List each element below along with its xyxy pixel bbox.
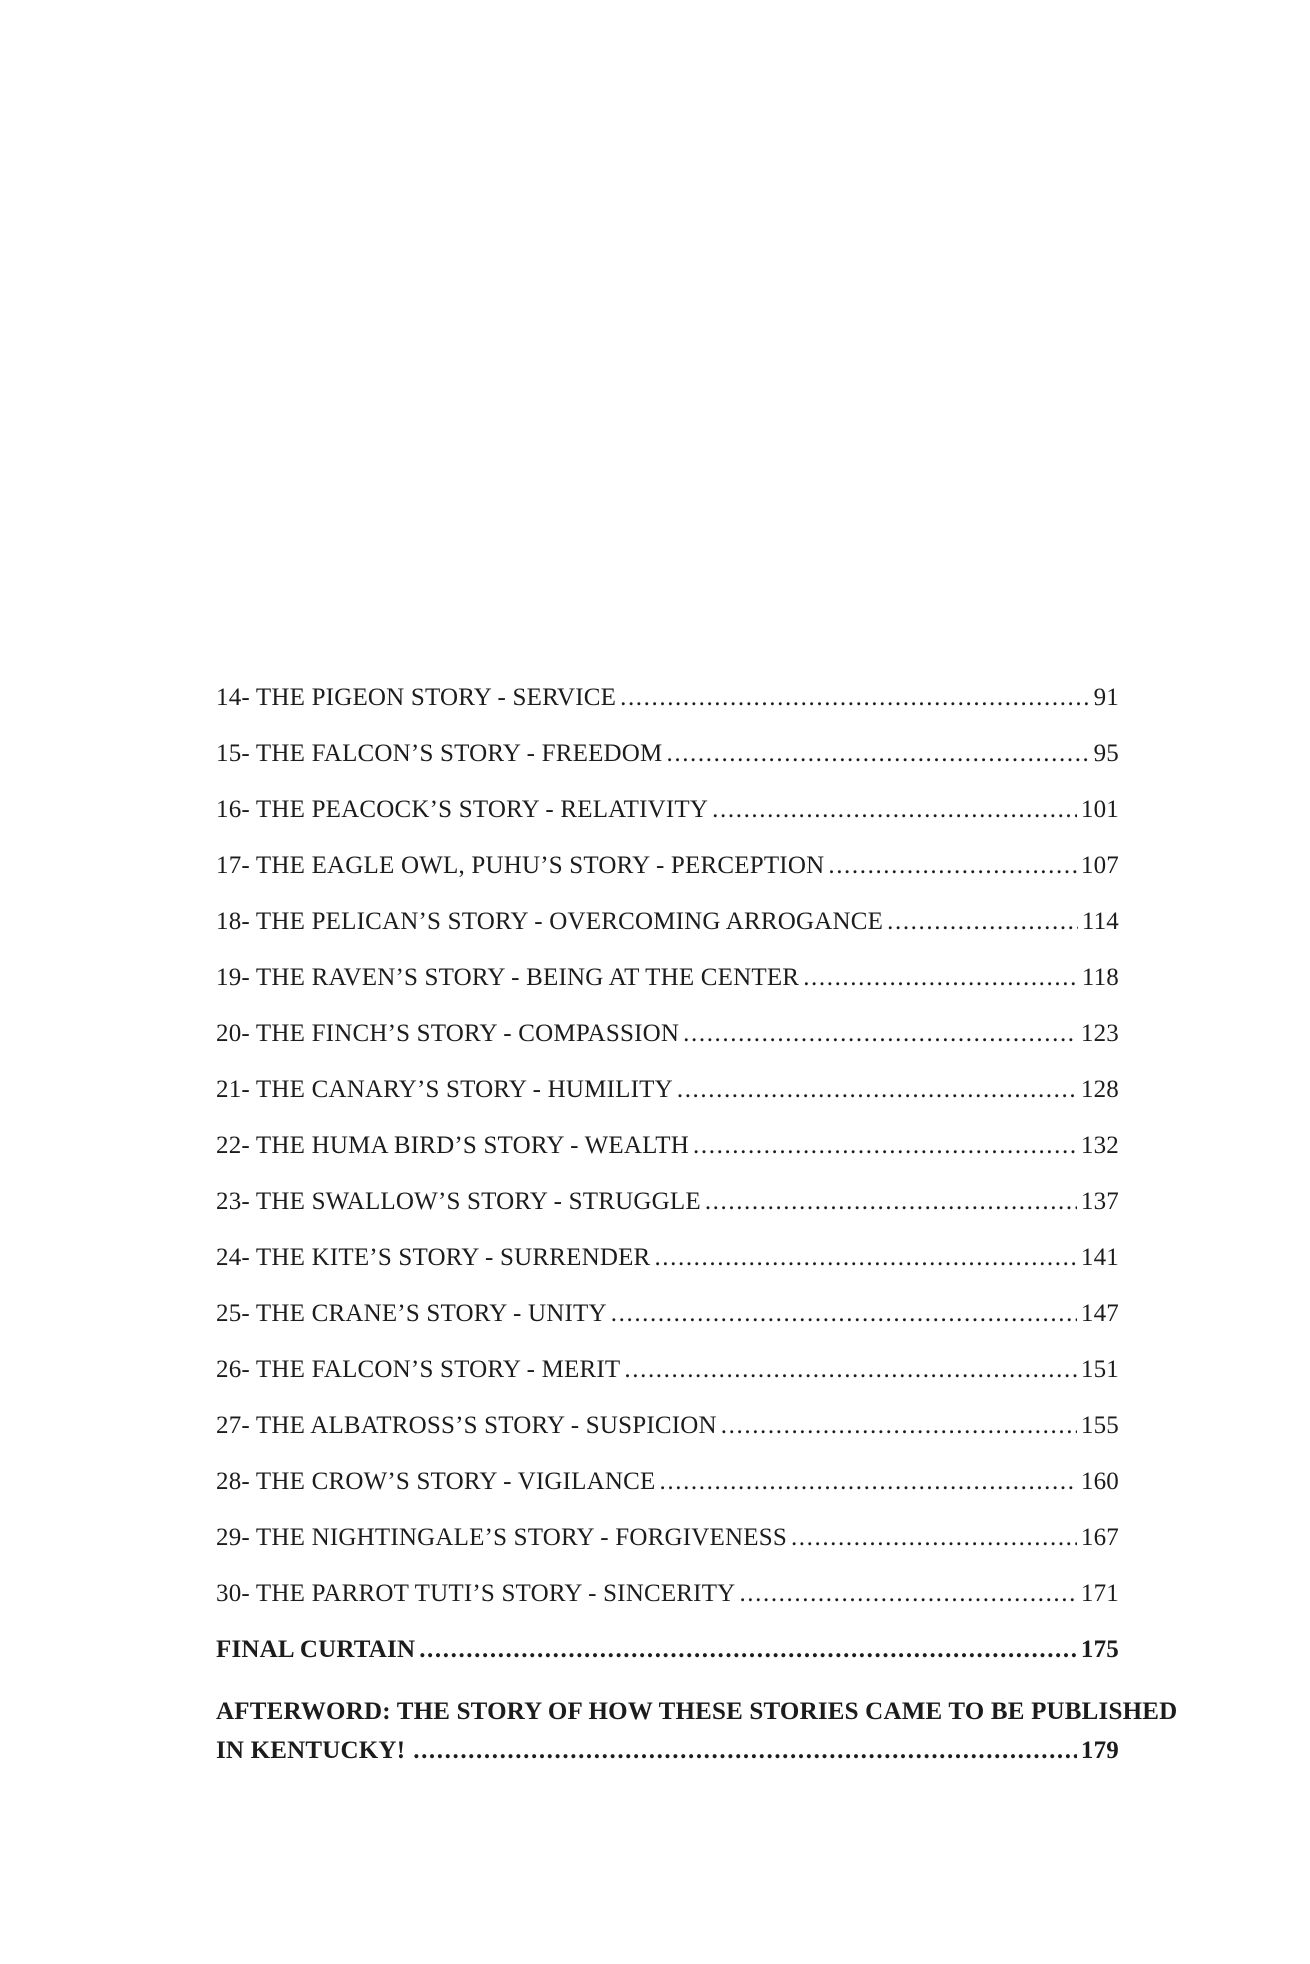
toc-entry-19[interactable] <box>216 964 1119 1020</box>
toc-entry-title: 25- THE CRANE’S STORY - UNITY <box>216 1300 607 1327</box>
toc-entry-page: 95 <box>1093 740 1119 767</box>
dot-leader <box>803 964 1078 992</box>
toc-entry-page: 151 <box>1080 1356 1119 1383</box>
toc-entry-page: 91 <box>1093 684 1119 711</box>
toc-entry-page: 114 <box>1081 908 1119 935</box>
toc-entry-title: 14- THE PIGEON STORY - SERVICE <box>216 684 617 711</box>
toc-entry-title-line1: AFTERWORD: THE STORY OF HOW THESE STORIES CAME TO BE PUBLISHED <box>216 1698 1178 1725</box>
toc-entry-26[interactable] <box>216 1356 1119 1412</box>
toc-entry-page: 160 <box>1080 1468 1119 1495</box>
toc-entry-page: 167 <box>1080 1524 1119 1551</box>
table-of-contents <box>216 684 1178 1770</box>
dot-leader <box>413 1731 1077 1770</box>
toc-entry-title: 26- THE FALCON’S STORY - MERIT <box>216 1356 621 1383</box>
toc-entry-title: 24- THE KITE’S STORY - SURRENDER <box>216 1244 651 1271</box>
toc-entry-18[interactable] <box>216 908 1119 964</box>
toc-entry-page: 141 <box>1080 1244 1119 1271</box>
toc-entry-15[interactable] <box>216 740 1119 796</box>
toc-entry-page: 155 <box>1080 1412 1119 1439</box>
toc-entry-page: 118 <box>1081 964 1119 991</box>
toc-entry-20[interactable] <box>216 1020 1119 1076</box>
toc-entry-16[interactable] <box>216 796 1119 852</box>
toc-entry-title: 20- THE FINCH’S STORY - COMPASSION <box>216 1020 680 1047</box>
toc-entry-23[interactable] <box>216 1188 1119 1244</box>
toc-entry-14[interactable] <box>216 684 1119 740</box>
dot-leader <box>739 1580 1076 1608</box>
dot-leader <box>419 1636 1077 1664</box>
toc-entry-page: 123 <box>1080 1020 1119 1047</box>
toc-entry-21[interactable] <box>216 1076 1119 1132</box>
toc-entry-title: 29- THE NIGHTINGALE’S STORY - FORGIVENESS <box>216 1524 787 1551</box>
toc-entry-page: 179 <box>1080 1737 1119 1764</box>
toc-entry-page: 171 <box>1080 1580 1119 1607</box>
toc-entry-title-line2-row <box>216 1731 1119 1770</box>
toc-entry-page: 107 <box>1080 852 1119 879</box>
toc-entry-title: 18- THE PELICAN’S STORY - OVERCOMING ARROGANCE <box>216 908 884 935</box>
toc-entry-title-line2: IN KENTUCKY! <box>216 1737 406 1764</box>
toc-entry-title: 27- THE ALBATROSS’S STORY - SUSPICION <box>216 1412 717 1439</box>
toc-entry-page: 175 <box>1080 1636 1119 1663</box>
dot-leader <box>624 1356 1076 1384</box>
toc-entry-27[interactable] <box>216 1412 1119 1468</box>
dot-leader <box>791 1524 1077 1552</box>
toc-entry-title: 23- THE SWALLOW’S STORY - STRUGGLE <box>216 1188 701 1215</box>
toc-entry-page: 132 <box>1080 1132 1119 1159</box>
toc-entry-title: 21- THE CANARY’S STORY - HUMILITY <box>216 1076 673 1103</box>
toc-entry-24[interactable] <box>216 1244 1119 1300</box>
toc-entry-final-curtain[interactable] <box>216 1636 1119 1692</box>
toc-entry-22[interactable] <box>216 1132 1119 1188</box>
toc-entry-title: 17- THE EAGLE OWL, PUHU’S STORY - PERCEPTION <box>216 852 825 879</box>
toc-entry-afterword[interactable] <box>216 1692 1178 1770</box>
toc-entry-title: 30- THE PARROT TUTI’S STORY - SINCERITY <box>216 1580 736 1607</box>
toc-entry-17[interactable] <box>216 852 1119 908</box>
dot-leader <box>887 908 1078 936</box>
dot-leader <box>654 1244 1076 1272</box>
dot-leader <box>683 1020 1077 1048</box>
dot-leader <box>693 1132 1077 1160</box>
toc-entry-30[interactable] <box>216 1580 1119 1636</box>
toc-entry-title: 19- THE RAVEN’S STORY - BEING AT THE CENTER <box>216 964 800 991</box>
toc-entry-page: 147 <box>1080 1300 1119 1327</box>
toc-entry-25[interactable] <box>216 1300 1119 1356</box>
toc-entry-page: 101 <box>1080 796 1119 823</box>
dot-leader <box>677 1076 1077 1104</box>
toc-entry-title: 15- THE FALCON’S STORY - FREEDOM <box>216 740 663 767</box>
dot-leader <box>712 796 1077 824</box>
toc-entry-29[interactable] <box>216 1524 1119 1580</box>
dot-leader <box>705 1188 1077 1216</box>
toc-entry-title: 22- THE HUMA BIRD’S STORY - WEALTH <box>216 1132 690 1159</box>
dot-leader <box>620 684 1090 712</box>
toc-entry-title: FINAL CURTAIN <box>216 1636 416 1663</box>
toc-entry-page: 128 <box>1080 1076 1119 1103</box>
dot-leader <box>828 852 1077 880</box>
toc-entry-title: 28- THE CROW’S STORY - VIGILANCE <box>216 1468 656 1495</box>
dot-leader <box>667 740 1090 768</box>
dot-leader <box>721 1412 1077 1440</box>
toc-entry-title: 16- THE PEACOCK’S STORY - RELATIVITY <box>216 796 709 823</box>
toc-entry-page: 137 <box>1080 1188 1119 1215</box>
dot-leader <box>611 1300 1077 1328</box>
toc-entry-28[interactable] <box>216 1468 1119 1524</box>
dot-leader <box>660 1468 1077 1496</box>
